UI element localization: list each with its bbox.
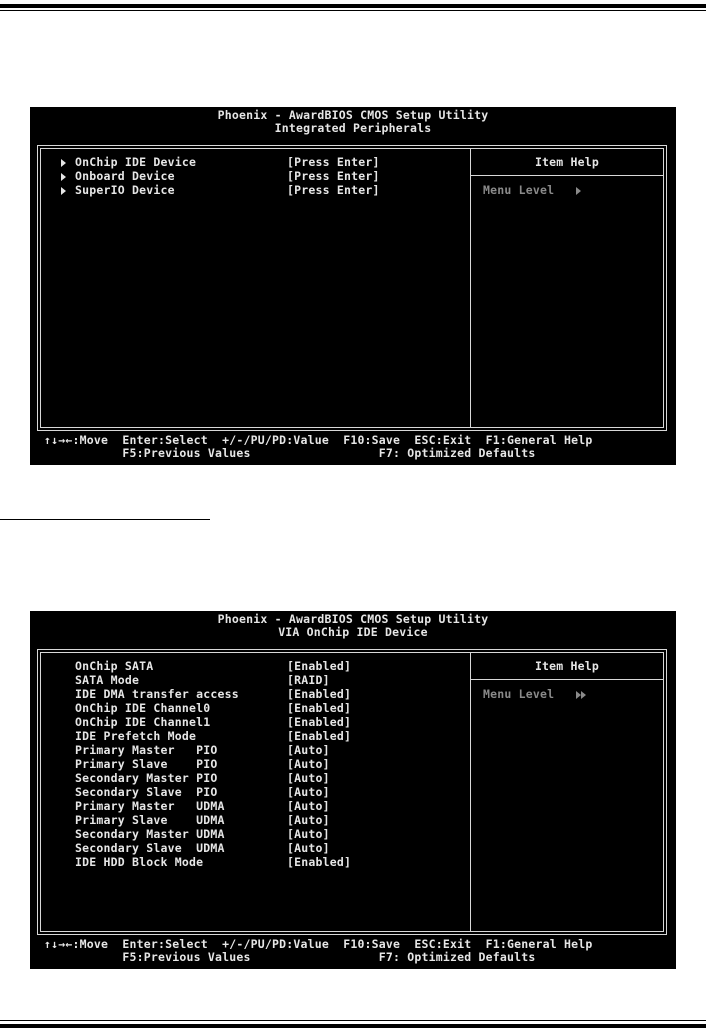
setting-value[interactable]: [Enabled] <box>287 659 352 673</box>
menu-level-label: Menu Level <box>483 183 555 197</box>
bios-title: Phoenix - AwardBIOS CMOS Setup Utility <box>217 108 489 122</box>
setting-label: OnChip IDE Channel1 <box>75 715 211 729</box>
setting-label: Secondary Slave UDMA <box>75 841 225 855</box>
setting-label: Primary Master PIO <box>75 743 218 757</box>
bios-footer <box>44 434 593 460</box>
bios-screen-via-onchip-ide-device <box>30 611 676 969</box>
menu-item-label: Onboard Device <box>75 169 175 183</box>
setting-value[interactable]: [Auto] <box>287 785 330 799</box>
setting-label: Secondary Slave PIO <box>75 785 218 799</box>
menu-level-label: Menu Level <box>483 687 555 701</box>
submenu-arrow-icon <box>61 183 69 197</box>
bios-header <box>30 109 676 135</box>
menu-item-value[interactable]: [Press Enter] <box>287 169 380 183</box>
menu-item-label: SuperIO Device <box>75 183 175 197</box>
footer-keys-line2: F5:Previous Values F7: Optimized Defaults <box>44 446 536 460</box>
setting-value[interactable]: [Auto] <box>287 813 330 827</box>
help-divider <box>470 653 471 931</box>
setting-label: IDE HDD Block Mode <box>75 855 204 869</box>
menu-item-onboard-device[interactable] <box>61 169 380 183</box>
setting-value[interactable]: [Auto] <box>287 827 330 841</box>
setting-label: OnChip SATA <box>75 659 154 673</box>
setting-value[interactable]: [RAID] <box>287 673 330 687</box>
menu-item-superio-device[interactable] <box>61 183 380 197</box>
menu-level-double-arrow-icon <box>576 687 586 701</box>
menu-item-label: OnChip IDE Device <box>75 155 197 169</box>
submenu-arrow-icon <box>61 169 69 183</box>
help-divider <box>470 149 471 427</box>
setting-value[interactable]: [Auto] <box>287 757 330 771</box>
footer-keys-line1: ↑↓→←:Move Enter:Select +/-/PU/PD:Value F10:Save ESC:Exit F1:General Help <box>44 433 593 447</box>
bottom-rule <box>0 1024 706 1028</box>
help-separator <box>471 679 663 680</box>
setting-label: Primary Master UDMA <box>75 799 225 813</box>
top-rule-thin <box>0 10 706 11</box>
setting-value[interactable]: [Enabled] <box>287 687 352 701</box>
item-help-title: Item Help <box>534 155 600 169</box>
menu-item-value[interactable]: [Press Enter] <box>287 155 380 169</box>
menu-level-indicator <box>483 687 586 701</box>
bios-footer <box>44 938 593 964</box>
footer-keys-line1: ↑↓→←:Move Enter:Select +/-/PU/PD:Value F10:Save ESC:Exit F1:General Help <box>44 937 593 951</box>
setting-value[interactable]: [Auto] <box>287 771 330 785</box>
menu-level-indicator <box>483 183 581 197</box>
setting-label: Secondary Master PIO <box>75 771 218 785</box>
footer-keys-line2: F5:Previous Values F7: Optimized Defaults <box>44 950 536 964</box>
menu-item-onchip-ide-device[interactable] <box>61 155 380 169</box>
setting-label: Primary Slave UDMA <box>75 813 225 827</box>
setting-value[interactable]: [Enabled] <box>287 729 352 743</box>
bios-frame <box>37 145 667 431</box>
bios-frame-inner <box>40 652 664 932</box>
setting-value[interactable]: [Enabled] <box>287 701 352 715</box>
setting-label: OnChip IDE Channel0 <box>75 701 211 715</box>
menu-level-arrow-icon <box>576 183 581 197</box>
bios-subtitle: VIA OnChip IDE Device <box>278 625 428 639</box>
setting-value[interactable]: [Auto] <box>287 841 330 855</box>
top-rule <box>0 4 706 8</box>
setting-label: SATA Mode <box>75 673 140 687</box>
bottom-rule-thin <box>0 1020 706 1021</box>
bios-subtitle: Integrated Peripherals <box>274 121 432 135</box>
bios-frame <box>37 649 667 935</box>
bios-title: Phoenix - AwardBIOS CMOS Setup Utility <box>217 612 489 626</box>
setting-value[interactable]: [Enabled] <box>287 855 352 869</box>
bios-screen-integrated-peripherals <box>30 107 676 465</box>
setting-label: Primary Slave PIO <box>75 757 218 771</box>
bios-frame-inner <box>40 148 664 428</box>
setting-value[interactable]: [Auto] <box>287 799 330 813</box>
setting-value[interactable]: [Auto] <box>287 743 330 757</box>
help-separator <box>471 175 663 176</box>
item-help-title: Item Help <box>534 659 600 673</box>
setting-value[interactable]: [Enabled] <box>287 715 352 729</box>
bios-header <box>30 613 676 639</box>
submenu-arrow-icon <box>61 155 69 169</box>
section-underline <box>0 519 210 520</box>
menu-item-list <box>61 155 380 197</box>
setting-label: IDE DMA transfer access <box>75 687 239 701</box>
setting-label: IDE Prefetch Mode <box>75 729 197 743</box>
menu-item-value[interactable]: [Press Enter] <box>287 183 380 197</box>
setting-label: Secondary Master UDMA <box>75 827 225 841</box>
